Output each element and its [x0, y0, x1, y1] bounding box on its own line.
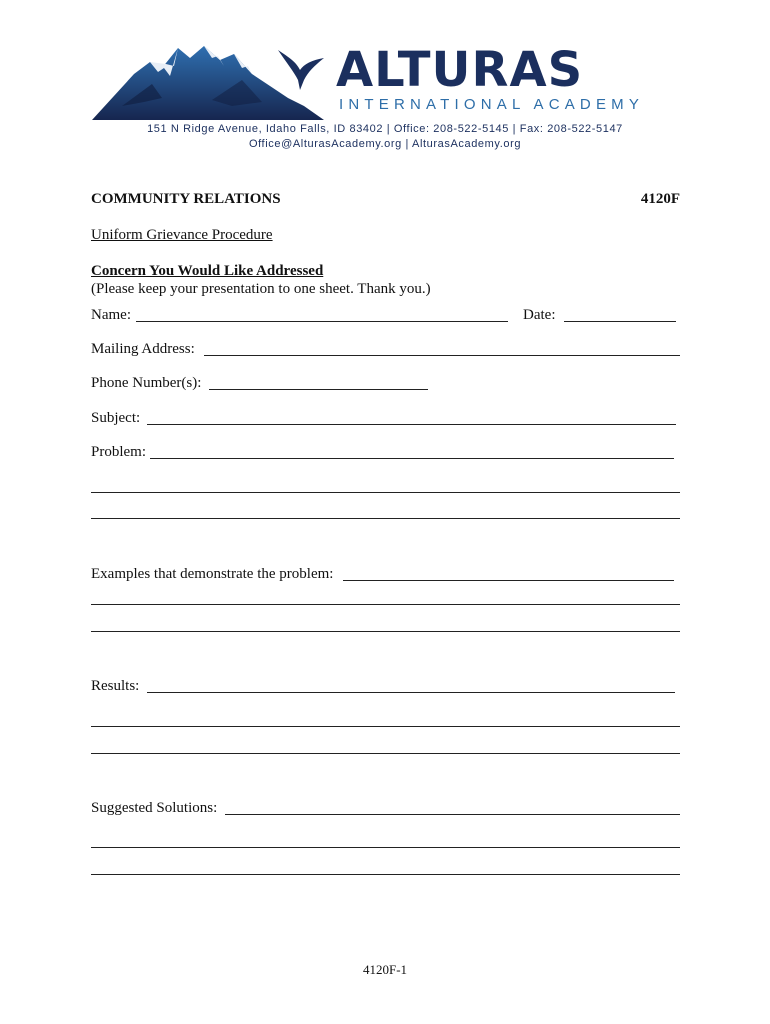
date-field[interactable] [564, 321, 676, 322]
examples-label: Examples that demonstrate the problem: [91, 566, 334, 582]
brand-subtitle: INTERNATIONAL ACADEMY [339, 96, 645, 113]
form-instruction: (Please keep your presentation to one sheet. Thank you.) [91, 281, 431, 297]
phone-field[interactable] [209, 389, 428, 390]
problem-line-2[interactable] [91, 492, 680, 493]
examples-line-2[interactable] [91, 604, 680, 605]
solutions-line-3[interactable] [91, 874, 680, 875]
brand-name: ALTURAS [336, 42, 584, 98]
solutions-line-2[interactable] [91, 847, 680, 848]
problem-field[interactable] [150, 458, 674, 459]
address-line: 151 N Ridge Avenue, Idaho Falls, ID 83402 | Office: 208-522-5145 | Fax: 208-522-5147 [147, 123, 623, 135]
results-line-3[interactable] [91, 753, 680, 754]
problem-line-3[interactable] [91, 518, 680, 519]
results-field[interactable] [147, 692, 675, 693]
name-label: Name: [91, 307, 131, 323]
mailing-address-label: Mailing Address: [91, 341, 195, 357]
problem-label: Problem: [91, 444, 146, 460]
policy-code: 4120F [640, 191, 680, 207]
contact-line: Office@AlturasAcademy.org | AlturasAcademy.org [248, 138, 522, 150]
academy-logo [92, 40, 652, 122]
section-title: COMMUNITY RELATIONS [91, 191, 281, 207]
phone-label: Phone Number(s): [91, 375, 202, 391]
document-subtitle: Uniform Grievance Procedure [91, 227, 273, 243]
subject-field[interactable] [147, 424, 676, 425]
eagle-icon [276, 44, 326, 94]
subject-label: Subject: [91, 410, 141, 426]
examples-line-3[interactable] [91, 631, 680, 632]
mailing-address-field[interactable] [204, 355, 680, 356]
name-field[interactable] [136, 321, 508, 322]
solutions-field[interactable] [225, 814, 680, 815]
results-label: Results: [91, 678, 140, 694]
results-line-2[interactable] [91, 726, 680, 727]
form-heading: Concern You Would Like Addressed [91, 263, 324, 279]
solutions-label: Suggested Solutions: [91, 800, 218, 816]
examples-field[interactable] [343, 580, 674, 581]
page-footer: 4120F-1 [362, 962, 408, 977]
date-label: Date: [523, 307, 556, 323]
